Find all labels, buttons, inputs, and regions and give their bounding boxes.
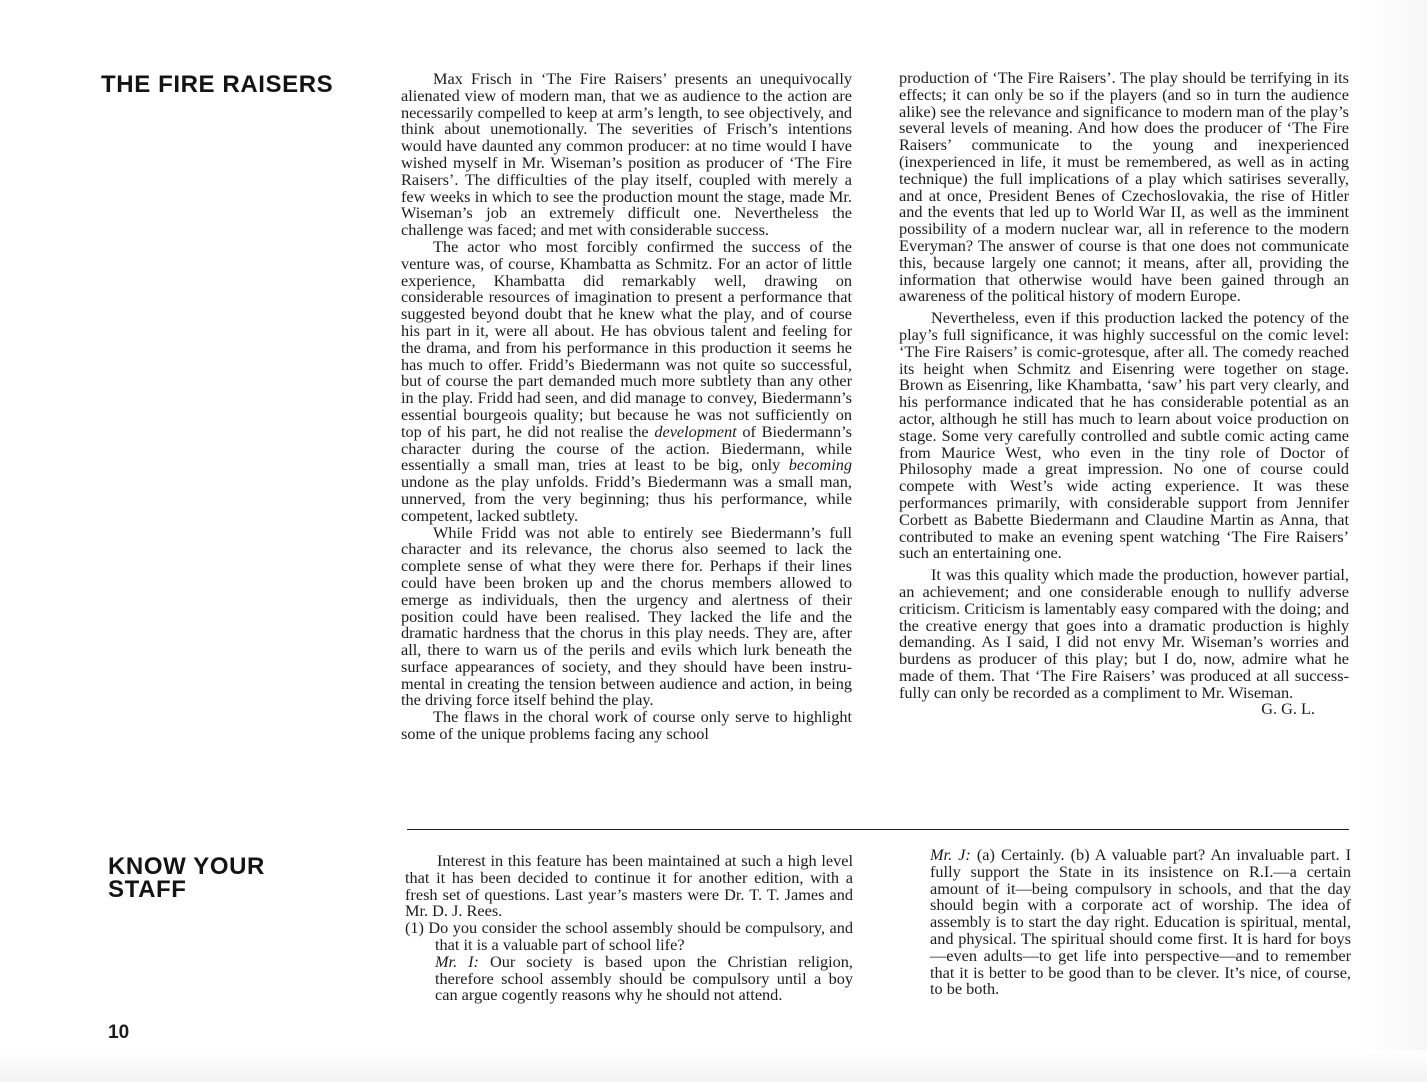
staff-column-2: [930, 847, 1351, 998]
staff-title-line: KNOW YOUR: [108, 853, 265, 880]
staff-column-1: [405, 853, 853, 1004]
review-column-2: [899, 70, 1349, 718]
review-paragraph: production of ‘The Fire Raisers’. The play should be terrifying in its effects; it can only be so if the players (and so in turn the audience alike) see the relevance and significance to modern man of the play’s several levels of meaning. And how does the producer of ‘The Fire Raisers’ communicate to the young and inexperienced (inexperienced in life, it must be remembered, as well as in acting technique) the full implications of a play which satirises severally, and at once, President Benes of Czechoslovakia, the rise of Hitler and the events that led up to World War II, as well as the imminent possibility of a modern nuclear war, all in reference to the modern Everyman? The answer of course is that one does not communicate this, because largely one cannot; it means, after all, providing the information that otherwise would have been gained through an awareness of the political history of modern Europe.: [899, 68, 1349, 306]
review-paragraph: The flaws in the choral work of course only serve to highlight some of the unique problems facing any school: [401, 707, 852, 744]
staff-section-title: [108, 855, 328, 901]
staff-answer: [930, 847, 1351, 998]
review-title: THE FIRE RAISERS: [101, 71, 334, 98]
review-paragraph: [401, 236, 853, 525]
review-signature: G. G. L.: [1261, 699, 1315, 719]
review-paragraph: It was this quality which made the production, however partial, an achievement; and one considerable enough to nullify adverse criticism. Criticism is lamentably easy compared with the doing; and the creative energy that goes into a dramatic production is highly demanding. As I said, I did not envy Mr. Wiseman’s worries and burdens as producer of this play; but I do, now, admire what he made of them. That ‘The Fire Raisers’ was produced at all successfully can only be recorded as a compliment to Mr. Wiseman.: [899, 565, 1349, 702]
scan-edge: [1362, 0, 1427, 1082]
review-paragraph: Max Frisch in ‘The Fire Raisers’ presents an unequivocally alienated view of modern man, that we as audience to the action are necessarily compelled to keep at arm’s length, to see objectively, and think about unemotionally. The severities of Frisch’s intentions would have daunted any common producer: at no time would I have wished myself in Mr. Wiseman’s position as producer of ‘The Fire Raisers’. The difficulties of the play itself, coupled with merely a few weeks in which to see the production mount the stage, made Mr. Wiseman’s job an extremely difficult one. Nevertheless the challenge was faced; and met with considerable success.: [401, 69, 852, 240]
answer-text: Our society is based upon the Christian religion, therefore school assembly should be compulsory until a boy can argue cogently reasons why he should not attend.: [435, 951, 854, 1005]
review-text: undone as the play unfolds. Fridd’s Biedermann was a small man, unnerved, from the very beginning; thus his performance, while competent, lacked subtlety.: [401, 472, 852, 525]
emphasis-text: development: [654, 421, 737, 441]
review-text: The actor who most forcibly confirmed the success of the venture was, of course, Khambatta as Schmitz. For an actor of little experience, Khambatta did remarkably well, drawing on considerable resources of imagination to present a performance that suggested beyond doubt that he knew what the play, and of course his part in it, were all about. He has obvious talent and feeling for the drama, and from his performance in this production it seems he has much to offer. Fridd’s Biedermann was not quite so successful, but of course the part demanded much more subtlety than any other in the play. Fridd had seen, and did manage to convey, Biedermann’s essential bourgeois quality; but because he was not sufficiently on top of his part, he did not realise the: [401, 236, 852, 441]
review-column-1: [401, 71, 852, 743]
answer-text: (a) Certainly. (b) A valuable part? An invaluable part. I fully support the State in its insistence on R.I.—a certain amount of it—being compulsory in schools, and that the day should begin with a corporate act of worship. The idea of assembly is to start the day right. Education is spiritual, mental, and physical. The spiritual should come first. It is hard for boys—even adults—to get life into perspective—and to remember that it is better to be good than to be clever. It’s nice, of course, to be both.: [930, 845, 1351, 999]
section-divider: [407, 829, 1349, 830]
staff-answer: [405, 951, 854, 1005]
answer-speaker: Mr. I:: [435, 951, 479, 971]
answer-speaker: Mr. J:: [930, 845, 971, 864]
staff-intro: Interest in this feature has been maintained at such a high level that it has been decided to continue it for another edition, with a fresh set of questions. Last year’s masters were Dr. T. T. James and Mr. D. J. Rees.: [405, 851, 853, 921]
emphasis-text: becoming: [788, 455, 852, 475]
staff-question: (1) Do you consider the school assembly should be compulsory, and that it is a valuable part of school life?: [405, 918, 853, 954]
page-number: 10: [108, 1022, 130, 1043]
scan-bottom-band: [0, 1050, 1427, 1082]
staff-title-line: STAFF: [108, 876, 187, 903]
review-text: of Biedermann’s character during the course of the action. Biedermann, while essentially a small man, tries at least to be big, only: [401, 421, 853, 475]
review-paragraph: While Fridd was not able to entirely see Biedermann’s full character and its relevance, the chorus also seemed to lack the complete sense of what they were there for. Perhaps if their lines could have been broken up and the chorus members allowed to emerge as individuals, then the urgency and alertness of their position could have been realised. They lacked the life and the dramatic hardness that the chorus in this play needs. They are, after all, there to warn us of the perils and evils which lurk beneath the surface appearances of society, and they should have been instrumental in creating the tension between audience and action, in being the driving force itself behind the play.: [401, 522, 852, 710]
review-paragraph: Nevertheless, even if this production lacked the potency of the play’s full significance, it was highly successful on the comic level: ‘The Fire Raisers’ is comic-grotesque, after all. The comedy reached its height when Schmitz and Eisenring were together on stage. Brown as Eisenring, like Khambatta, ‘saw’ his part very clearly, and his performance indicated that he has considerable potential as an actor, although he still has much to learn about voice production on stage. Some very carefully controlled and subtle comic acting came from Maurice West, who even in the tiny role of Doctor of Philosophy made a great impression. No one of course could compete with West’s wide acting experience. It was these performances primarily, with considerable support from Jennifer Corbett as Babette Biedermann and Claudine Martin as Anna, that contributed to make an evening spent watching ‘The Fire Raisers’ such an entertaining one.: [899, 308, 1349, 563]
